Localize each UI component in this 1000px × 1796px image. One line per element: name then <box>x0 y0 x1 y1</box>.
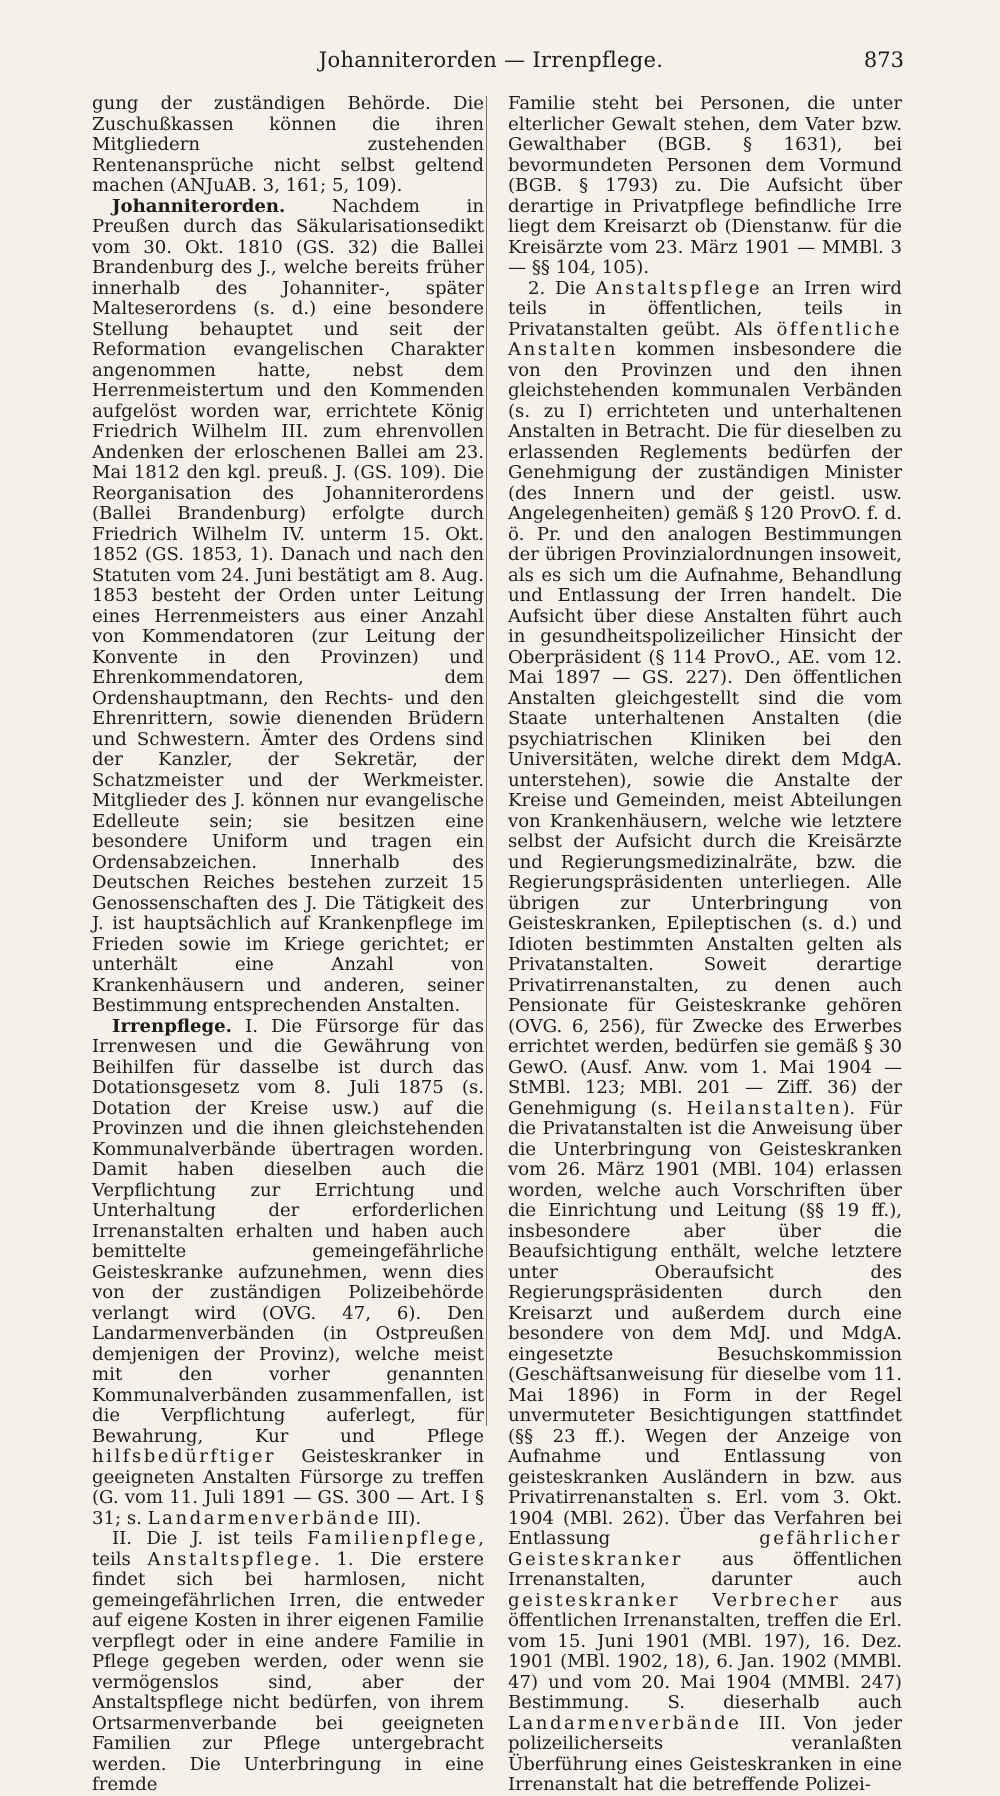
section-text: kommen insbesondere die von den Provinzen und den ihnen gleichstehenden kommunalen Verbänden (s. zu I) errichteten und unterhaltenen Anstalten in Betracht. Die für dieselben zu erlassenden Reglements bedürfen der Genehmigung der zuständigen Minister (des Innern und der geistl. usw. Angelegenheiten) gemäß § 120 ProvO. f. d. ö. Pr. und den analogen Bestimmungen der übrigen Provinzialordnungen insoweit, als es sich um die Aufnahme, Behandlung und Entlassung der Irren handelt. Die Aufsicht über diese Anstalten führt auch in gesundheitspolizeilicher Hinsicht der Oberpräsident (§ 114 ProvO., AE. vom 12. Mai 1897 — GS. 227). Den öffentlichen Anstalten gleichgestellt sind die vom Staate unterhaltenen Anstalten (die psychiatrischen Kliniken bei den Universitäten, welche direkt dem MdgA. unterstehen), sowie die Anstalte der Kreise und Gemeinden, meist Abteilungen von Krankenhäusern, welche wie letztere selbst der Aufsicht durch die Kreisärzte und Regierungsmedizinalräte, bzw. die Regierungspräsidenten unterliegen. Alle übrigen zur Unterbringung von Geisteskranken, Epileptischen (s. d.) und Idioten bestimmten Anstalten gelten als Privatanstalten. Soweit derartige Privatirrenanstalten, zu denen auch Pensionate für Geisteskranke gehören (OVG. 6, 256), für Zwecke des Erwerbes errichtet werden, bedürfen sie gemäß § 30 GewO. (Ausf. Anw. vom 1. Mai 1904 — StMBl. 123; MBl. 201 — Ziff. 36) der Genehmigung (s. <box>508 339 902 1119</box>
section-text: ). Für die Privatanstalten ist die Anweisung über die Unterbringung von Geisteskranken vom 26. März 1901 (MBl. 104) erlassen worden, welche auch Vorschriften über die Einrichtung und Leitung (§§ 19 ff.), insbesondere aber über die Beaufsichtigung enthält, welche letztere unter Oberaufsicht des Regierungspräsidenten durch den Kreisarzt und außerdem durch eine besondere von dem MdJ. und MdgA. eingesetzte Besuchskommission (Geschäftsanweisung für dieselbe vom 11. Mai 1896) in Form in der Regel unvermuteter Besichtigungen stattfindet (§§ 23 ff.). Wegen der Anzeige von Aufnahme und Entlassung von geisteskranken Ausländern in bzw. aus Privatirrenanstalten s. Erl. vom 3. Okt. 1904 (MBl. 262). Über das Verfahren bei Entlassung <box>508 1097 902 1549</box>
cross-reference: Landarmenverbände <box>147 1507 382 1529</box>
spaced-term: Anstaltspflege <box>595 277 763 299</box>
entry-irrenpflege <box>92 1017 484 1530</box>
paragraph-zuschusskassen: gung der zuständigen Behörde. Die Zuschußkassen können die ihren Mitgliedern zustehenden Rentenansprüche nicht selbst geltend machen (ANJuAB. 3, 161; 5, 109). <box>92 93 484 196</box>
entry-text: Nachdem in Preußen durch das Säkularisationsedikt vom 30. Okt. 1810 (GS. 32) die Ballei Brandenburg des J., welche bereits früher innerhalb des Johanniter-, später Malteserordens (s. d.) eine besondere Stellung behauptet und seit der Reformation evangelischen Charakter angenommen hatte, nebst dem Herrenmeistertum und den Kommenden aufgelöst worden war, errichtete König Friedrich Wilhelm III. zum ehrenvollen Andenken der erloschenen Ballei am 23. Mai 1812 den kgl. preuß. J. (GS. 109). Die Reorganisation des Johanniterordens (Ballei Brandenburg) erfolgte durch Friedrich Wilhelm IV. unterm 15. Okt. 1852 (GS. 1853, 1). Danach und nach den Statuten vom 24. Juni bestätigt am 8. Aug. 1853 besteht der Orden unter Leitung eines Herrenmeisters aus einer Anzahl von Kommendatoren (zur Leitung der Konvente in den Provinzen) und Ehrenkommendatoren, dem Ordenshauptmann, den Rechts- und den Ehrenrittern, sowie dienenden Brüdern und Schwestern. Ämter des Ordens sind der Kanzler, der Sekretär, der Schatzmeister und der Werkmeister. Mitglieder des J. können nur evangelische Edelleute sein; sie besitzen eine besondere Uniform und tragen ein Ordensabzeichen. Innerhalb des Deutschen Reiches bestehen zurzeit 15 Genossenschaften des J. Die Tätigkeit des J. ist hauptsächlich auf Krankenpflege im Frieden sowie im Kriege gerichtet; er unterhält eine Anzahl von Krankenhäusern und anderen, seiner Bestimmung entsprechenden Anstalten. <box>92 195 484 1016</box>
right-column <box>508 94 902 1796</box>
left-column <box>92 94 484 1796</box>
spaced-term: geisteskranker Verbrecher <box>508 1589 841 1611</box>
cross-reference: Heilanstalten <box>686 1097 843 1119</box>
paragraph-familienpflege: Familie steht bei Personen, die unter elterlicher Gewalt stehen, dem Vater bzw. Gewalthaber (BGB. § 1631), bei bevormundeten Personen dem Vormund (BGB. § 1793) zu. Die Aufsicht über derartige in Privatpflege befindliche Irre liegt dem Kreisarzt ob (Dienstanw. für die Kreisärzte vom 23. März 1901 — MMBl. 3 — §§ 104, 105). <box>508 93 902 278</box>
paragraph-anstaltspflege <box>508 279 902 1796</box>
entry-text: III). <box>381 1507 422 1529</box>
section-text: aus öffentlichen Irrenanstalten, darunter auch <box>508 1548 902 1590</box>
entry-text: Geisteskranker in geeigneten Anstalten Fürsorge zu treffen (G. vom 11. Juli 1891 — GS. 300 — Art. I § 31; s. <box>92 1446 484 1529</box>
spaced-term: Familienpflege <box>307 1528 479 1549</box>
section-text: , teils <box>92 1528 484 1570</box>
entry-johanniterorden <box>92 197 484 1017</box>
spaced-term: hilfsbedürftiger <box>92 1446 277 1467</box>
section-text: . 1. Die erstere findet sich bei harmlosen, nicht gemeingefährlichen Irren, die entweder auf eigene Kosten in ihrer eigenen Familie verpflegt oder in eine andere Familie in Pflege gegeben werden, oder wenn sie vermögenslos sind, aber der Anstaltspflege nicht bedürfen, von ihrem Ortsarmenverbande bei geeigneten Familien zur Pflege untergebracht werden. Die Unterbringung in eine fremde <box>92 1548 485 1795</box>
running-header <box>78 48 904 84</box>
entry-heading: Johanniterorden. <box>112 195 286 217</box>
section-text: 2. Die <box>528 277 596 299</box>
column-divider <box>486 96 487 1426</box>
header-title: Johanniterorden — Irrenpflege. <box>318 48 664 72</box>
cross-reference: Landarmenverbände <box>508 1712 742 1734</box>
section-text: aus öffentlichen Irrenanstalten, treffen die Erl. vom 15. Juni 1901 (MBl. 197), 16. Dez. 1901 (MBl. 1902, 18), 6. Jan. 1902 (MMBl. 47) und vom 20. Mai 1904 (MMBl. 247) Bestimmung. S. dieserhalb auch <box>508 1589 902 1713</box>
section-text: II. Die J. ist teils <box>112 1528 308 1549</box>
section-text: III. Von jeder polizeilicherseits veranlaßten Überführung eines Geisteskranken in eine Irrenanstalt hat die betreffende Polizei- <box>508 1712 902 1795</box>
entry-heading: Irrenpflege. <box>112 1015 232 1037</box>
spaced-term: öffentliche Anstalten <box>508 318 902 360</box>
spaced-term: Anstaltspflege <box>147 1548 314 1570</box>
section-text: an Irren wird teils in öffentlichen, teils in Privatanstalten geübt. Als <box>508 277 902 340</box>
spaced-term: gefährlicher Geisteskranker <box>508 1528 902 1570</box>
entry-text: I. Die Fürsorge für das Irrenwesen und die Gewährung von Beihilfen für dasselbe ist durch das Dotationsgesetz vom 8. Juli 1875 (s. Dotation der Kreise usw.) auf die Provinzen und die ihnen gleichstehenden Kommunalverbände übertragen worden. Damit haben dieselben auch die Verpflichtung zur Errichtung und Unterhaltung der erforderlichen Irrenanstalten erhalten und haben auch bemittelte gemeingefährliche Geisteskranke aufzunehmen, wenn dies von der zuständigen Polizeibehörde verlangt wird (OVG. 47, 6). Den Landarmenverbänden (in Ostpreußen demjenigen der Provinz), welche meist mit den vorher genannten Kommunalverbänden zusammenfallen, ist die Verpflichtung auferlegt, für Bewahrung, Kur und Pflege <box>92 1015 484 1447</box>
page-number: 873 <box>863 48 904 72</box>
section-ii <box>92 1529 484 1796</box>
